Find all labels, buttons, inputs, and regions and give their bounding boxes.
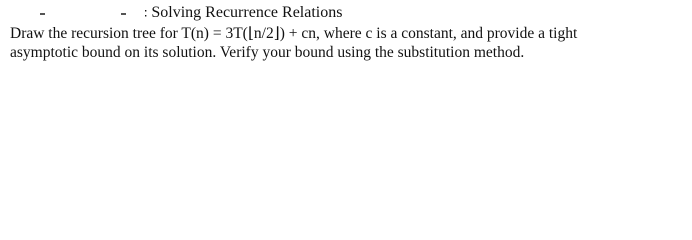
stray-mark-left [40,13,45,15]
section-header [144,4,342,22]
section-title: Solving Recurrence Relations [151,4,343,21]
problem-line-2: asymptotic bound on its solution. Verify your bound using the substitution method. [10,44,525,61]
problem-statement [10,24,688,62]
stray-mark-right [121,13,126,15]
problem-line-1: Draw the recursion tree for T(n) = 3T(⌊n/2⌋) + cn, where c is a constant, and provide a tight [10,25,578,42]
bullet-colon-icon: ∶ [144,5,148,21]
